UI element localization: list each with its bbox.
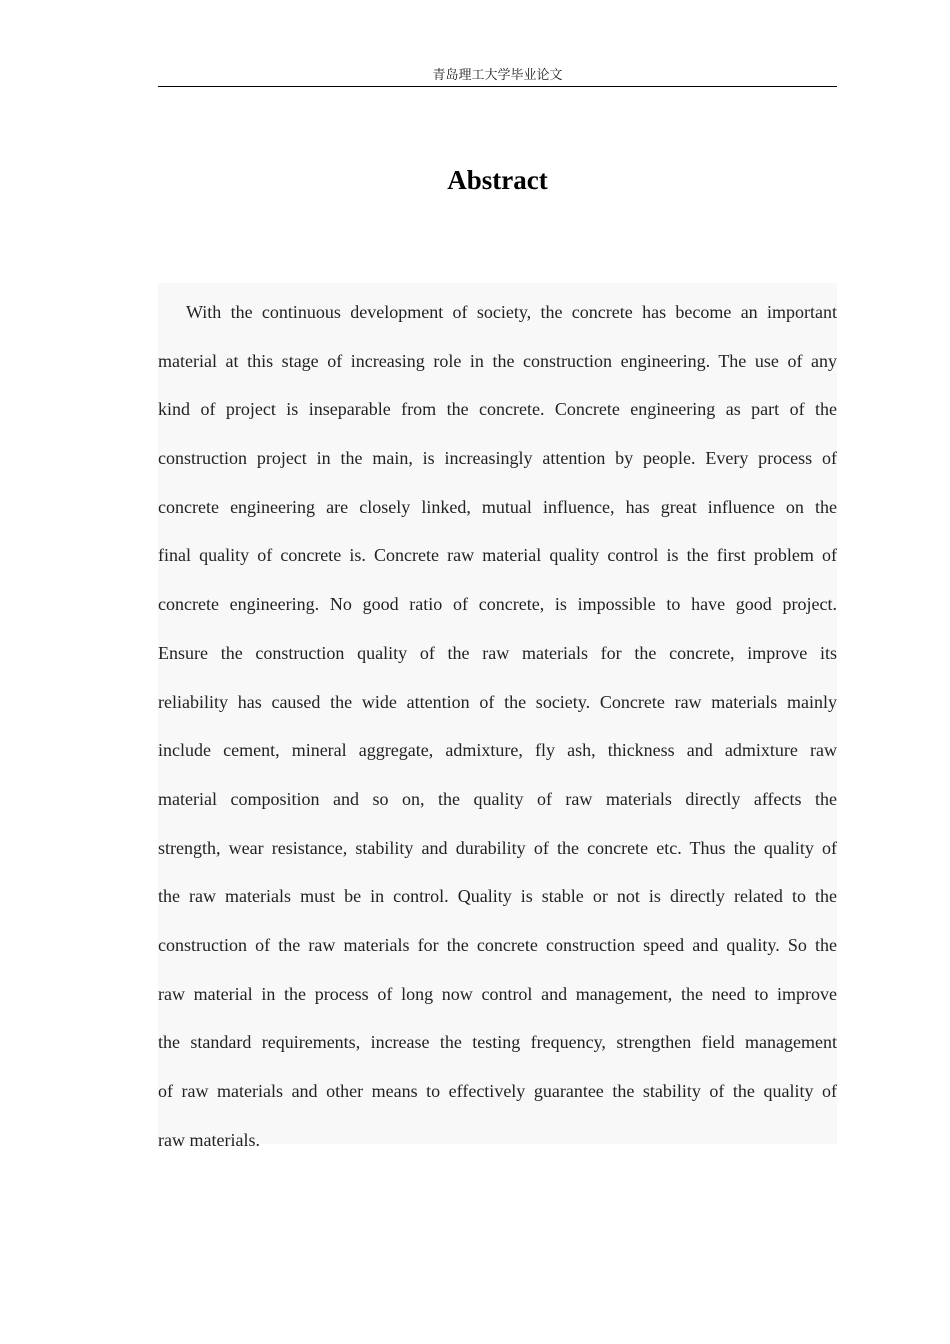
abstract-line: construction of the raw materials for the concrete construction speed and quality. So the [158,934,837,955]
header-text: 青岛理工大学毕业论文 [432,68,563,83]
abstract-line: construction project in the main, is increasingly attention by people. Every process of [158,448,837,469]
abstract-line: the raw materials must be in control. Quality is stable or not is directly related to the [158,886,837,907]
page-header [158,66,837,87]
abstract-line: raw material in the process of long now control and management, the need to improve [158,983,837,1004]
abstract-line: of raw materials and other means to effectively guarantee the stability of the quality of [158,1081,837,1101]
abstract-line: the standard requirements, increase the testing frequency, strengthen field management [158,1032,837,1053]
abstract-line: raw materials. [158,1129,260,1150]
abstract-line: final quality of concrete is. Concrete raw material quality control is the first problem of [158,545,837,566]
abstract-line: concrete engineering are closely linked, mutual influence, has great influence on the [158,496,837,517]
abstract-line: material at this stage of increasing role in the construction engineering. The use of any [158,350,837,371]
abstract-line: reliability has caused the wide attention of the society. Concrete raw materials mainly [158,691,837,712]
abstract-body [158,283,837,1150]
abstract-line: strength, wear resistance, stability and durability of the concrete etc. Thus the quality of [158,837,837,858]
abstract-line: Ensure the construction quality of the raw materials for the concrete, improve its [158,642,837,663]
abstract-line: material composition and so on, the quality of raw materials directly affects the [158,788,837,809]
abstract-line: concrete engineering. No good ratio of concrete, is impossible to have good project. [158,594,837,615]
abstract-line: include cement, mineral aggregate, admixture, fly ash, thickness and admixture raw [158,740,837,761]
abstract-line: With the continuous development of society, the concrete has become an important [186,302,837,322]
page-title: Abstract [447,165,548,195]
abstract-line: kind of project is inseparable from the concrete. Concrete engineering as part of the [158,399,837,420]
